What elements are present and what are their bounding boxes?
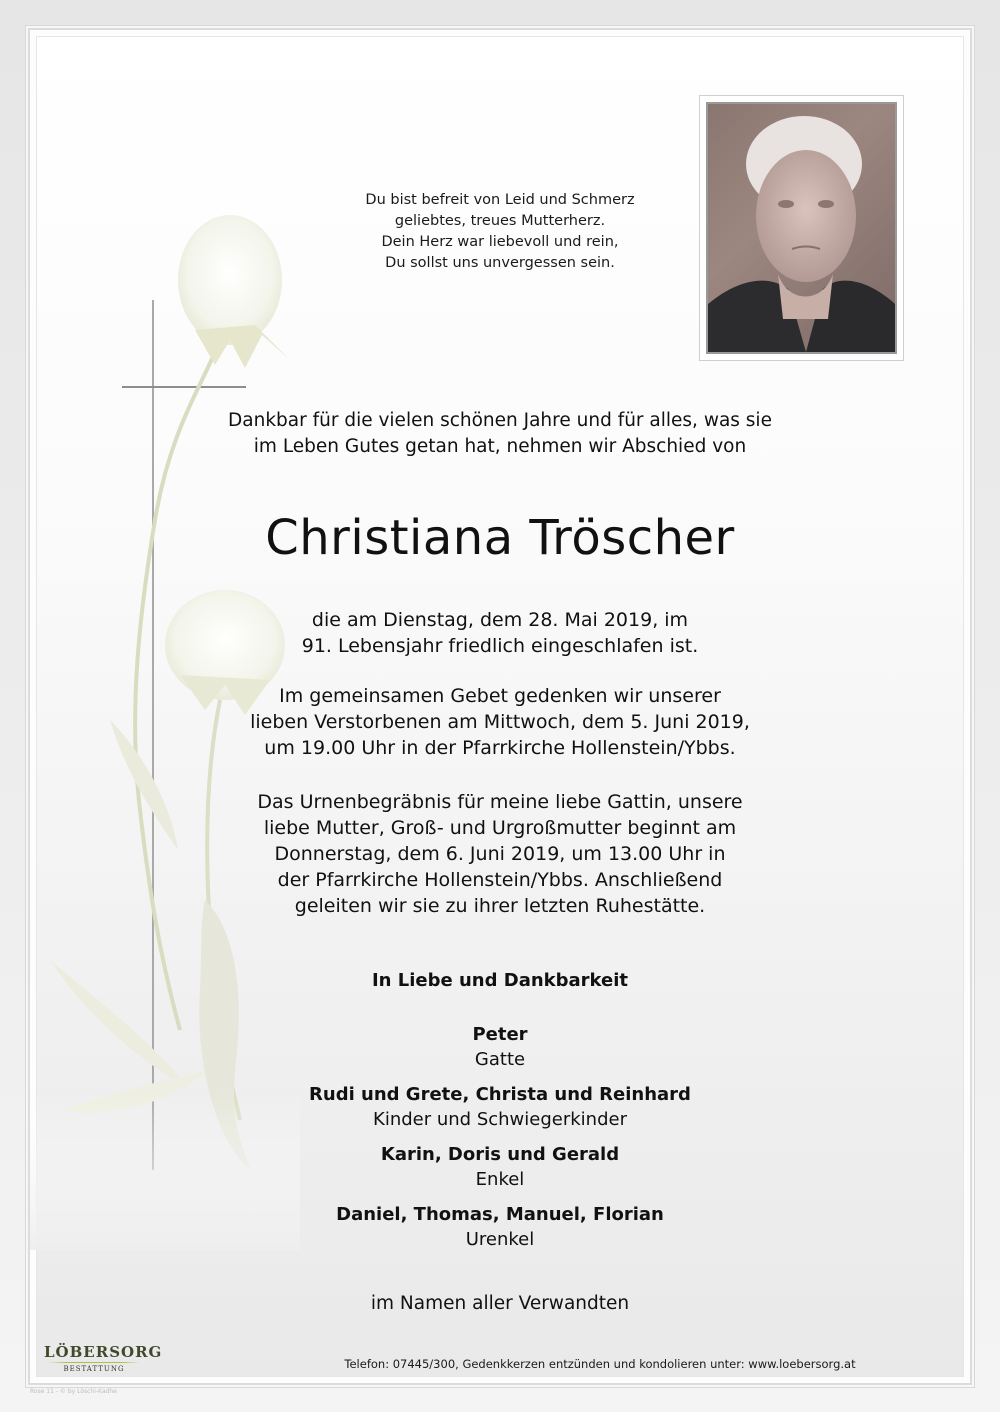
portrait-photo bbox=[706, 102, 897, 354]
memorial-poem bbox=[330, 190, 670, 274]
paragraph-line: Das Urnenbegräbnis für meine liebe Gattin, unsere bbox=[257, 791, 743, 813]
deceased-name: Christiana Tröscher bbox=[265, 510, 735, 566]
family-group bbox=[0, 1142, 1000, 1192]
poem-line: geliebtes, treues Mutterherz. bbox=[394, 213, 606, 229]
thanks-heading: In Liebe und Dankbarkeit bbox=[371, 970, 629, 991]
paragraph-line: um 19.00 Uhr in der Pfarrkirche Hollenstein/Ybbs. bbox=[264, 737, 736, 759]
poem-line: Du sollst uns unvergessen sein. bbox=[385, 255, 615, 271]
family-group bbox=[0, 1022, 1000, 1072]
family-role: Gatte bbox=[474, 1049, 526, 1070]
portrait-frame bbox=[699, 95, 904, 361]
family-role: Urenkel bbox=[465, 1229, 535, 1250]
poem-line: Dein Herz war liebevoll und rein, bbox=[381, 234, 619, 250]
paragraph-line: 91. Lebensjahr friedlich eingeschlafen ist. bbox=[301, 635, 699, 657]
paragraph-line: liebe Mutter, Groß- und Urgroßmutter beginnt am bbox=[263, 817, 737, 839]
intro-line: Dankbar für die vielen schönen Jahre und für alles, was sie bbox=[228, 410, 772, 431]
intro-text bbox=[0, 408, 1000, 460]
poem-line: Du bist befreit von Leid und Schmerz bbox=[365, 192, 635, 208]
death-notice-paragraph bbox=[0, 607, 1000, 659]
image-credit: Rose 11 - © by Löschi-Kadhe bbox=[30, 1388, 117, 1395]
contact-footer: Telefon: 07445/300, Gedenkkerzen entzünden und kondolieren unter: www.loebersorg.at bbox=[344, 1357, 856, 1371]
logo-wordmark: LÖBERSORG bbox=[44, 1343, 163, 1361]
logo-subtitle: BESTATTUNG bbox=[63, 1365, 125, 1373]
paragraph-line: Donnerstag, dem 6. Juni 2019, um 13.00 Uhr in bbox=[274, 843, 726, 865]
person-portrait-icon bbox=[708, 104, 895, 352]
family-list bbox=[0, 1022, 1000, 1262]
family-names: Rudi und Grete, Christa und Reinhard bbox=[309, 1084, 691, 1105]
family-names: Karin, Doris und Gerald bbox=[380, 1144, 620, 1165]
paragraph-line: Im gemeinsamen Gebet gedenken wir unserer bbox=[279, 685, 721, 707]
family-group bbox=[0, 1082, 1000, 1132]
paragraph-line: lieben Verstorbenen am Mittwoch, dem 5. Juni 2019, bbox=[250, 711, 750, 733]
intro-line: im Leben Gutes getan hat, nehmen wir Abschied von bbox=[253, 436, 747, 457]
family-names: Daniel, Thomas, Manuel, Florian bbox=[336, 1204, 664, 1225]
closing-line: im Namen aller Verwandten bbox=[370, 1293, 630, 1314]
logo-divider bbox=[48, 1362, 140, 1363]
family-role: Kinder und Schwiegerkinder bbox=[373, 1109, 627, 1130]
paragraph-line: geleiten wir sie zu ihrer letzten Ruhestätte. bbox=[294, 895, 706, 917]
prayer-service-paragraph bbox=[0, 683, 1000, 761]
family-role: Enkel bbox=[475, 1169, 525, 1190]
paragraph-line: der Pfarrkirche Hollenstein/Ybbs. Anschließend bbox=[277, 869, 723, 891]
family-group bbox=[0, 1202, 1000, 1252]
family-names: Peter bbox=[472, 1024, 528, 1045]
paragraph-line: die am Dienstag, dem 28. Mai 2019, im bbox=[311, 609, 689, 631]
burial-paragraph bbox=[0, 789, 1000, 919]
funeral-home-logo bbox=[44, 1343, 163, 1373]
